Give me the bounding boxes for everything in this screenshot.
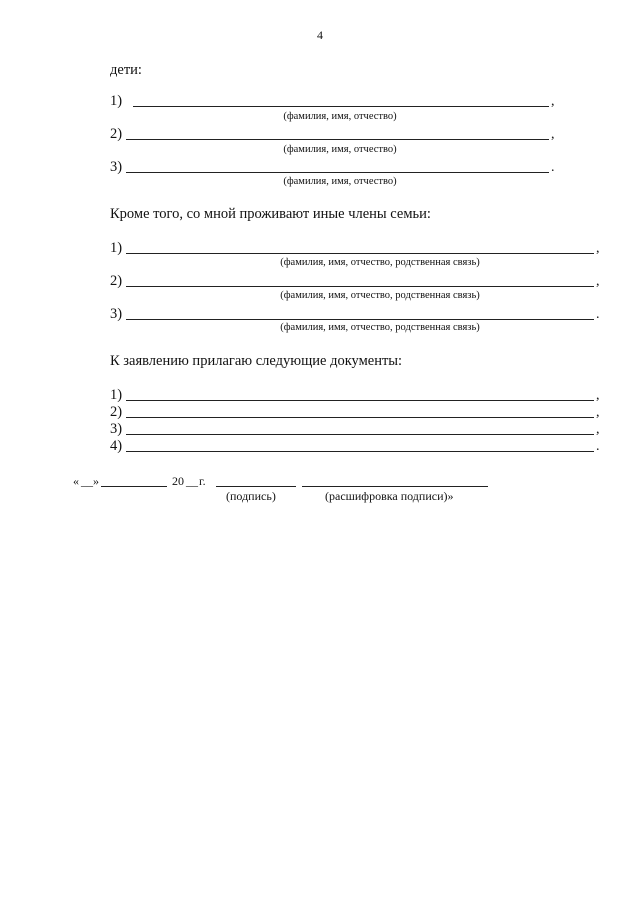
field-caption: (фамилия, имя, отчество, родственная связь) — [280, 290, 480, 301]
row-number: 3) — [110, 159, 123, 175]
blank-line — [126, 434, 594, 435]
field-caption: (фамилия, имя, отчество, родственная связь) — [280, 257, 480, 268]
row-number: 2) — [110, 126, 123, 142]
year-suffix: г. — [199, 474, 206, 488]
row-end-punct: . — [596, 307, 600, 322]
field-caption: (фамилия, имя, отчество) — [283, 111, 397, 122]
date-close-quote: » — [93, 474, 99, 488]
row-end-punct: , — [551, 127, 555, 142]
signature-decode-blank-line — [302, 486, 488, 487]
blank-line — [126, 172, 549, 173]
blank-line — [126, 286, 594, 287]
children-heading: дети: — [110, 62, 142, 78]
signature-decode-caption: (расшифровка подписи)» — [325, 489, 454, 503]
date-open-quote: « — [73, 474, 79, 488]
signature-caption: (подпись) — [226, 489, 276, 503]
signature-blank-line — [216, 486, 296, 487]
row-number: 1) — [110, 387, 123, 403]
year-blank: __ — [186, 474, 198, 488]
blank-line — [126, 451, 594, 452]
row-end-punct: , — [596, 274, 600, 289]
month-blank-line — [101, 486, 167, 487]
row-number: 3) — [110, 306, 123, 322]
field-caption: (фамилия, имя, отчество) — [283, 144, 397, 155]
blank-line — [133, 106, 549, 107]
row-end-punct: , — [596, 405, 600, 420]
row-number: 3) — [110, 421, 123, 437]
year-prefix: 20 — [172, 474, 184, 488]
blank-line — [126, 400, 594, 401]
row-end-punct: , — [596, 241, 600, 256]
field-caption: (фамилия, имя, отчество, родственная связь) — [280, 322, 480, 333]
documents-heading: К заявлению прилагаю следующие документы: — [110, 353, 403, 369]
row-end-punct: , — [551, 94, 555, 109]
blank-line — [126, 417, 594, 418]
blank-line — [126, 139, 549, 140]
row-number: 2) — [110, 273, 123, 289]
row-number: 1) — [110, 93, 123, 109]
blank-line — [126, 319, 594, 320]
blank-line — [126, 253, 594, 254]
row-number: 1) — [110, 240, 123, 256]
family-heading: Кроме того, со мной проживают иные члены семьи: — [110, 206, 431, 222]
page-number: 4 — [317, 28, 323, 42]
row-number: 2) — [110, 404, 123, 420]
field-caption: (фамилия, имя, отчество) — [283, 176, 397, 187]
date-day-blank: __ — [81, 474, 93, 488]
row-end-punct: . — [551, 160, 555, 175]
row-end-punct: , — [596, 422, 600, 437]
row-number: 4) — [110, 438, 123, 454]
row-end-punct: . — [596, 439, 600, 454]
row-end-punct: , — [596, 388, 600, 403]
